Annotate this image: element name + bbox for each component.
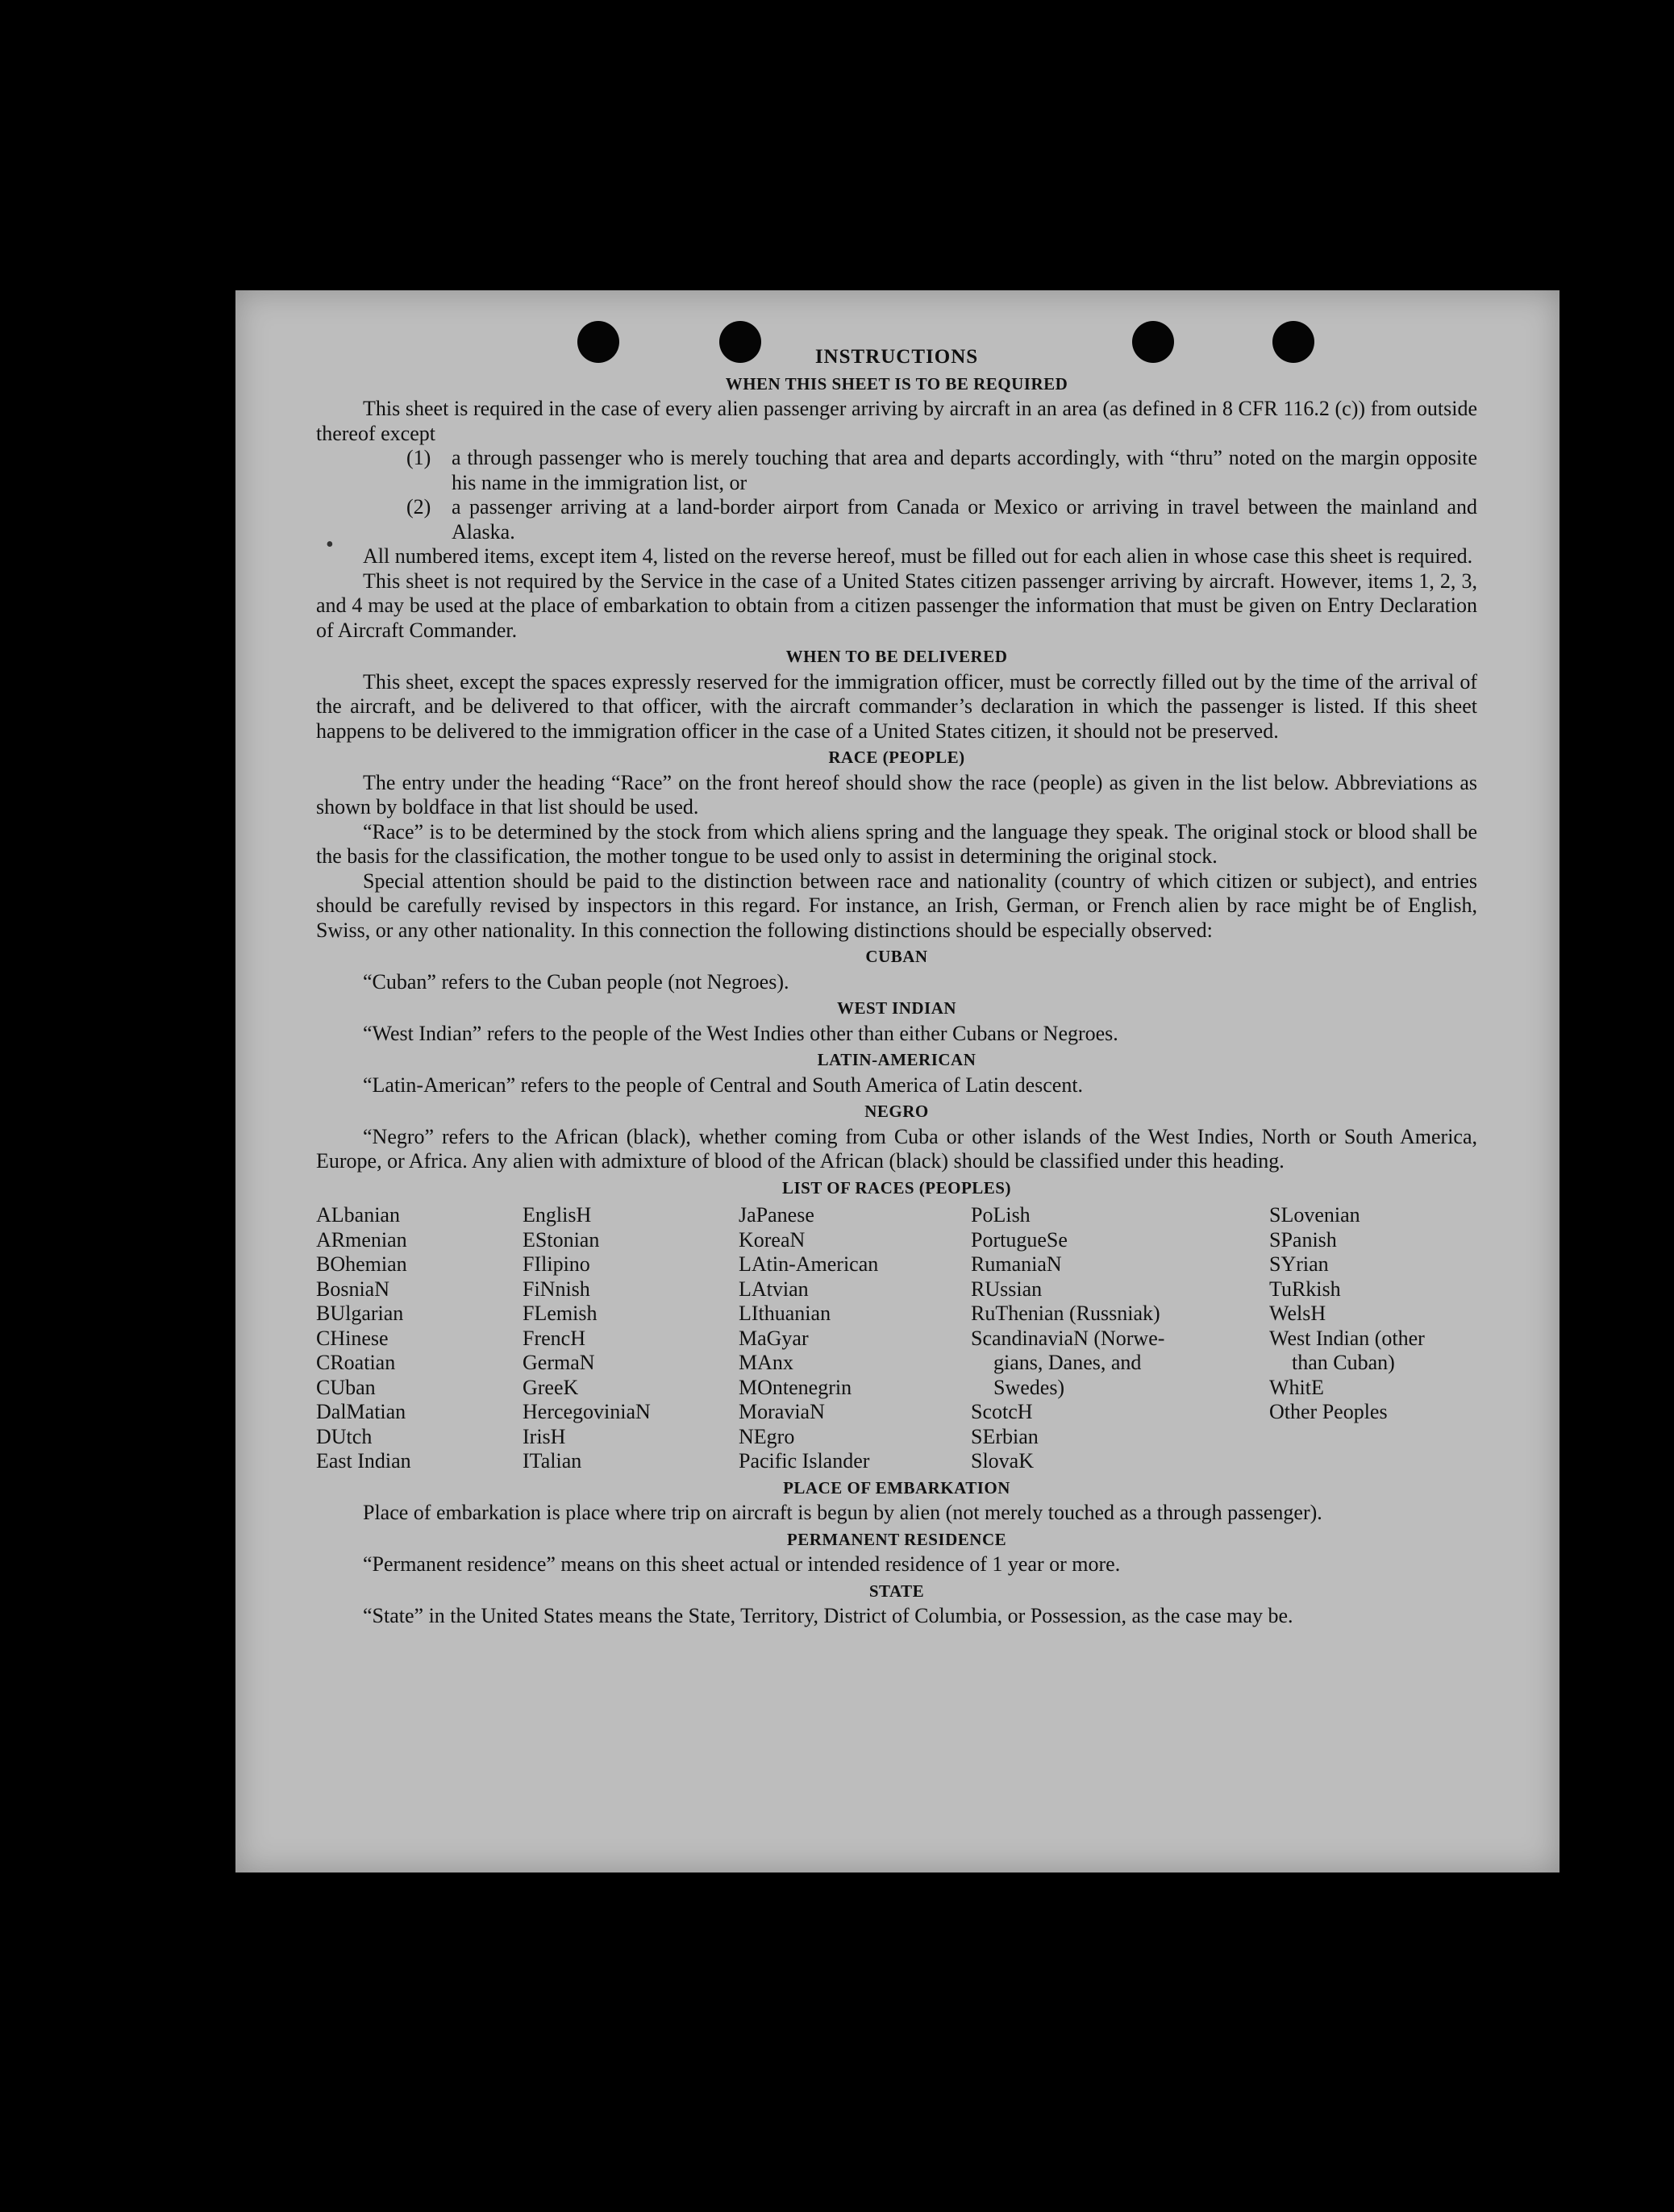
race-entry: SlovaK: [971, 1449, 1034, 1473]
race-entry: West Indian (other: [1269, 1326, 1425, 1350]
exception-text: a passenger arriving at a land-border airport from Canada or Mexico or arriving in travel between the mainland and Alaska.: [452, 495, 1477, 544]
race-entry: HercegoviniaN: [523, 1400, 651, 1423]
delivered-paragraph: This sheet, except the spaces expressly reserved for the immigration officer, must be correctly filled out by the time of the arrival of the aircraft, and be delivered to that officer, with the aircraft commander’s declaration in which the passenger is listed. If this sheet happens to be delivered to the immigration officer in the case of a United States citizen, it should not be preserved.: [316, 669, 1477, 743]
section-heading-race: RACE (PEOPLE): [828, 748, 965, 767]
race-entry: BOhemian: [316, 1252, 407, 1276]
exception-number: (1): [406, 446, 431, 469]
race-entry: CRoatian: [316, 1351, 396, 1374]
race-entry: Pacific Islander: [739, 1449, 870, 1473]
race-paragraph: “Race” is to be determined by the stock from which aliens spring and the language they speak. The original stock or blood shall be the basis for the classification, the mother tongue to be used only to assist in determining the original stock.: [316, 819, 1477, 868]
race-entry: MaGyar: [739, 1326, 809, 1350]
races-column: [1269, 1203, 1477, 1474]
section-heading-delivered: WHEN TO BE DELIVERED: [785, 647, 1008, 666]
ink-mark: •: [326, 532, 334, 557]
race-entry: LAtvian: [739, 1277, 809, 1301]
required-paragraph: All numbered items, except item 4, listed on the reverse hereof, must be filled out for each alien in whose case this sheet is required.: [363, 544, 1473, 568]
state-definition: “State” in the United States means the State, Territory, District of Columbia, or Possession, as the case may be.: [363, 1604, 1293, 1627]
section-heading-residence: PERMANENT RESIDENCE: [786, 1529, 1007, 1549]
race-entry: GermaN: [523, 1351, 595, 1374]
race-entry: ARmenian: [316, 1227, 407, 1252]
race-entry: East Indian: [316, 1449, 411, 1473]
negro-definition: “Negro” refers to the African (black), whether coming from Cuba or other islands of the West Indies, North or South America, Europe, or Africa. Any alien with admixture of blood of the African (black) should be classified under this heading.: [316, 1124, 1477, 1173]
race-entry: ScotcH: [971, 1400, 1033, 1423]
section-heading-required: WHEN THIS SHEET IS TO BE REQUIRED: [725, 373, 1068, 394]
race-entry: CUban: [316, 1375, 376, 1399]
race-entry: Other Peoples: [1269, 1400, 1388, 1423]
race-entry: FIlipino: [523, 1252, 590, 1276]
exception-item: [316, 495, 1477, 544]
race-entry: JaPanese: [739, 1203, 814, 1227]
race-entry: KoreaN: [739, 1227, 806, 1252]
race-entry: FLemish: [523, 1302, 598, 1325]
document-sheet: [235, 290, 1559, 1872]
races-column: [971, 1203, 1269, 1474]
race-entry: MOntenegrin: [739, 1375, 852, 1399]
race-paragraph: Special attention should be paid to the distinction between race and nationality (country of which citizen or subject), and entries should be carefully revised by inspectors in this regard. For instance, an Irish, German, or French alien by race might be of English, Swiss, or any other nationality. In this connection the following distinctions should be especially observed:: [316, 869, 1477, 942]
embarkation-definition: Place of embarkation is place where trip on aircraft is begun by alien (not merely touched as a through passenger).: [363, 1501, 1322, 1524]
race-entry: SErbian: [971, 1424, 1039, 1448]
section-heading-races-list: LIST OF RACES (PEOPLES): [782, 1177, 1011, 1198]
section-heading-state: STATE: [868, 1581, 925, 1601]
race-entry: NEgro: [739, 1424, 795, 1448]
exception-text: a through passenger who is merely touching that area and departs accordingly, with “thru” noted on the margin opposite his name in the immigration list, or: [452, 446, 1477, 494]
races-column: [316, 1203, 523, 1474]
latin-american-definition: “Latin-American” refers to the people of Central and South America of Latin descent.: [363, 1073, 1084, 1097]
race-entry: IrisH: [523, 1424, 566, 1448]
race-entry: SPanish: [1269, 1227, 1337, 1252]
cuban-definition: “Cuban” refers to the Cuban people (not Negroes).: [363, 969, 789, 994]
section-heading-cuban: CUBAN: [865, 947, 928, 966]
race-entry: ALbanian: [316, 1203, 400, 1227]
race-entry: PortugueSe: [971, 1227, 1068, 1252]
race-entry: MoraviaN: [739, 1400, 825, 1423]
required-paragraph: This sheet is not required by the Service in the case of a United States citizen passenger arriving by aircraft. However, items 1, 2, 3, and 4 may be used at the place of embarkation to obtain from a citizen passenger the information that must be given on Entry Declaration of Aircraft Commander.: [316, 569, 1477, 642]
race-entry: ScandinaviaN (Norwe-: [971, 1326, 1165, 1350]
race-entry: MAnx: [739, 1351, 793, 1374]
section-heading-west-indian: WEST INDIAN: [836, 998, 957, 1018]
residence-definition: “Permanent residence” means on this sheet actual or intended residence of 1 year or more.: [363, 1552, 1121, 1576]
races-column: [523, 1203, 739, 1474]
race-entry: EnglisH: [523, 1203, 592, 1227]
race-entry: than Cuban): [1292, 1351, 1395, 1374]
exception-number: (2): [406, 495, 431, 519]
race-entry: Swedes): [993, 1375, 1065, 1399]
race-entry: DUtch: [316, 1424, 373, 1448]
instructions-title: INSTRUCTIONS: [814, 346, 979, 368]
section-heading-negro: NEGRO: [864, 1102, 929, 1121]
race-entry: WhitE: [1269, 1375, 1324, 1399]
race-entry: WelsH: [1269, 1302, 1326, 1325]
race-entry: RumaniaN: [971, 1252, 1062, 1276]
instructions-text: [316, 345, 1477, 1629]
race-entry: CHinese: [316, 1326, 389, 1350]
race-entry: EStonian: [523, 1227, 600, 1252]
race-entry: SYrian: [1269, 1252, 1329, 1276]
race-entry: RUssian: [971, 1277, 1043, 1301]
race-entry: RuThenian (Russniak): [971, 1302, 1160, 1325]
race-entry: PoLish: [971, 1203, 1031, 1227]
race-entry: ITalian: [523, 1449, 582, 1473]
race-entry: GreeK: [523, 1375, 579, 1399]
races-column: [739, 1203, 971, 1474]
required-intro: This sheet is required in the case of every alien passenger arriving by aircraft in an area (as defined in 8 CFR 116.2 (c)) from outside thereof except: [316, 397, 1477, 445]
race-entry: LAtin-American: [739, 1252, 879, 1276]
section-heading-latin-american: LATIN-AMERICAN: [817, 1050, 976, 1069]
race-paragraph: The entry under the heading “Race” on the front hereof should show the race (people) as given in the list below. Abbreviations as shown by boldface in that list should be used.: [316, 770, 1477, 819]
race-entry: SLovenian: [1269, 1203, 1360, 1227]
race-entry: FrencH: [523, 1326, 585, 1350]
race-entry: BUlgarian: [316, 1302, 404, 1325]
race-entry: DalMatian: [316, 1400, 406, 1423]
exception-item: [316, 446, 1477, 495]
race-entry: gians, Danes, and: [993, 1351, 1142, 1374]
race-entry: FiNnish: [523, 1277, 590, 1301]
race-entry: TuRkish: [1269, 1277, 1341, 1301]
west-indian-definition: “West Indian” refers to the people of the West Indies other than either Cubans or Negroes.: [363, 1021, 1118, 1045]
race-entry: BosniaN: [316, 1277, 389, 1301]
races-list: [316, 1203, 1477, 1474]
race-entry: LIthuanian: [739, 1302, 831, 1325]
section-heading-embarkation: PLACE OF EMBARKATION: [783, 1477, 1010, 1498]
